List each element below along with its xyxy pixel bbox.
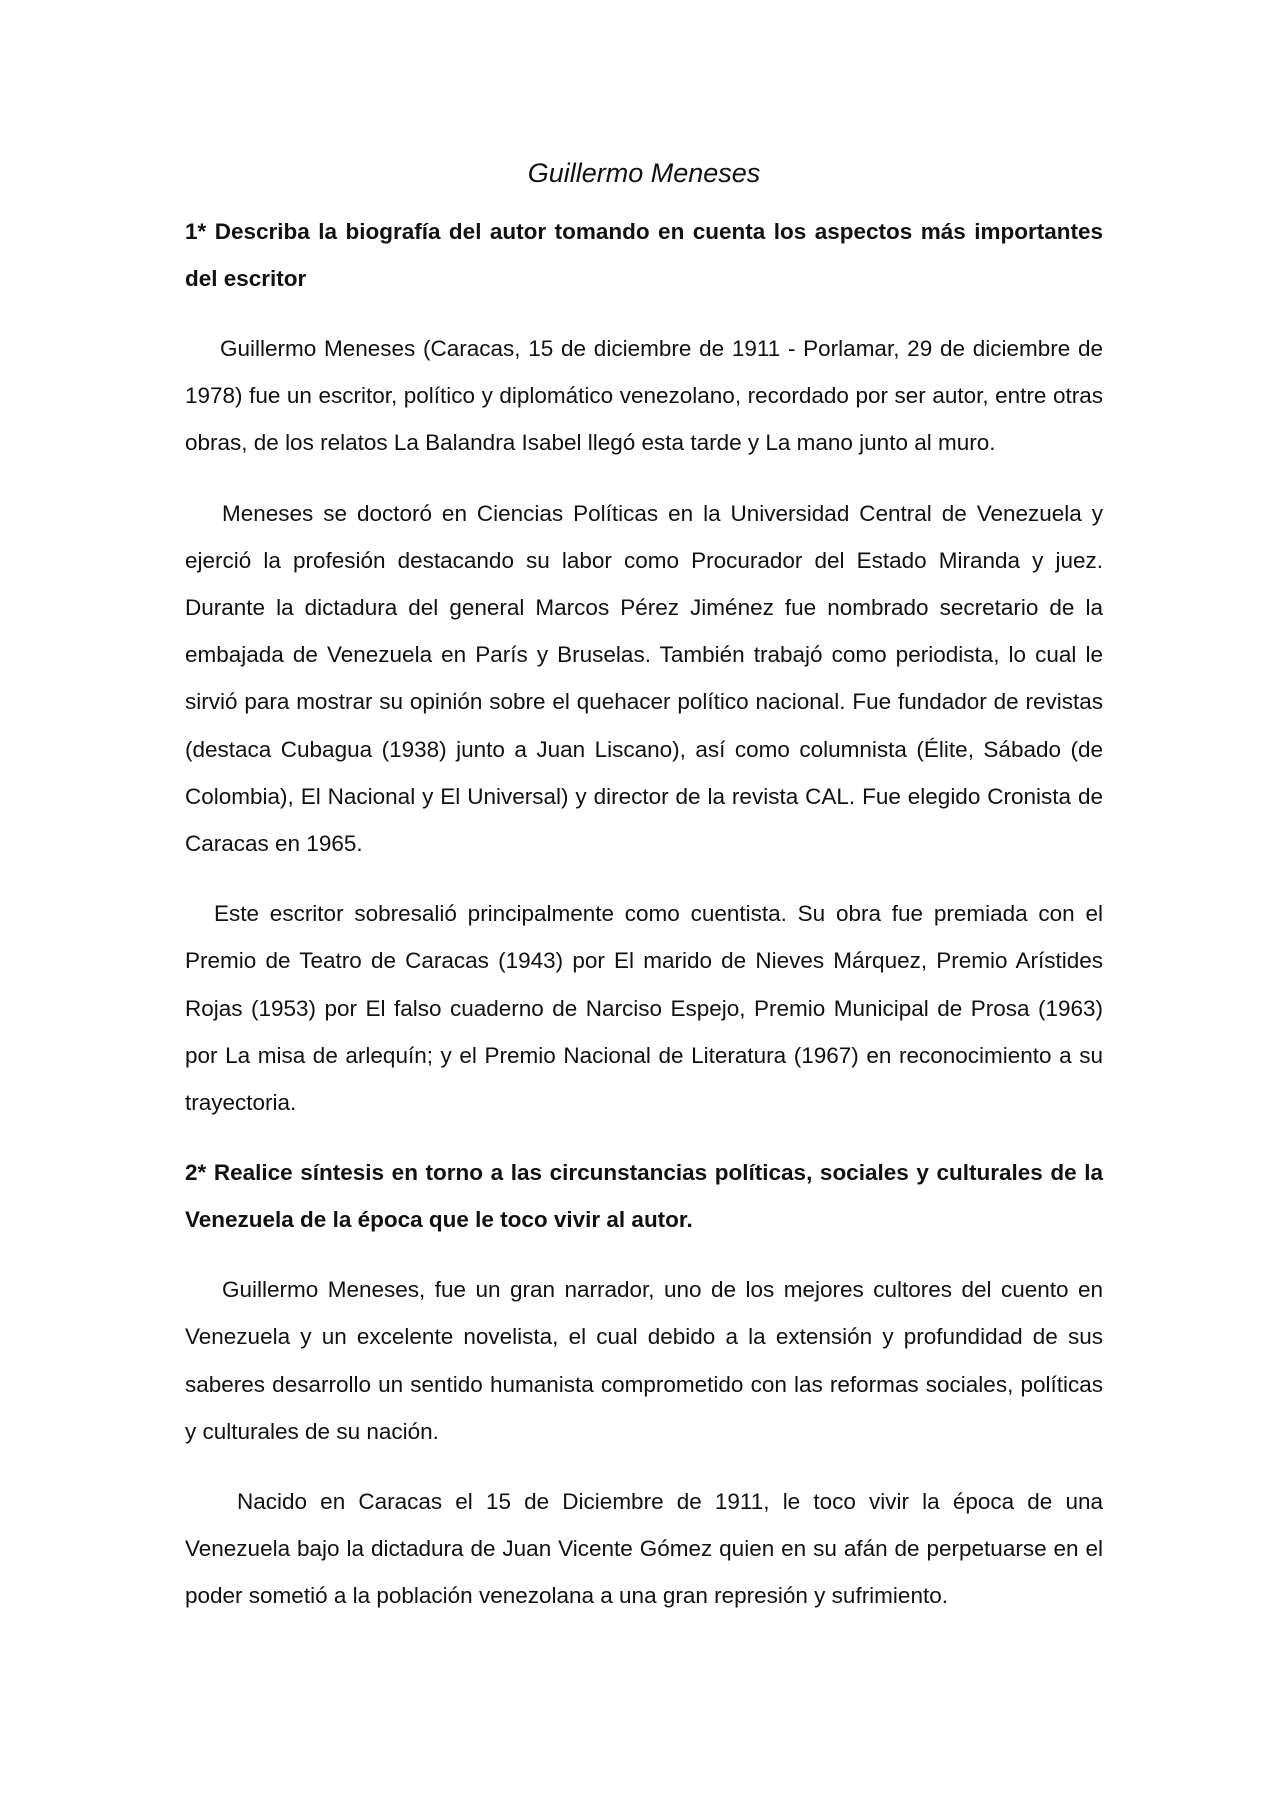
paragraph-biography-intro: Guillermo Meneses (Caracas, 15 de diciembre de 1911 - Porlamar, 29 de diciembre de 1978) fue un escritor, político y diplomático venezolano, recordado por ser autor, entre otras obras, de los relatos La Balandra Isabel llegó esta tarde y La mano junto al muro. (185, 336, 1103, 456)
question-1: 1* Describa la biografía del autor tomando en cuenta los aspectos más importantes del escritor (185, 219, 1103, 291)
question-2: 2* Realice síntesis en torno a las circunstancias políticas, sociales y culturales de la Venezuela de la época que le toco vivir al autor. (185, 1160, 1103, 1233)
paragraph-career: Meneses se doctoró en Ciencias Políticas en la Universidad Central de Venezuela y ejerció la profesión destacando su labor como Procurador del Estado Miranda y juez. Durante la dictadura del general Marcos Pérez Jiménez fue nombrado secretario de la embajada de Venezuela en París y Bruselas. También trabajó como periodista, lo cual le sirvió para mostrar su opinión sobre el quehacer político nacional. Fue fundador de revistas (destaca Cubagua (1938) junto a Juan Liscano), así como columnista (Élite, Sábado (de Colombia), El Nacional y El Universal) y director de la revista CAL. Fue elegido Cronista de Caracas en 1965. (185, 500, 1103, 857)
paragraph-context: Nacido en Caracas el 15 de Diciembre de 1911, le toco vivir la época de una Venezuela bajo la dictadura de Juan Vicente Gómez quien en su afán de perpetuarse en el poder sometió a la población venezolana a una gran represión y sufrimiento. (185, 1489, 1103, 1609)
paragraph-narrator: Guillermo Meneses, fue un gran narrador, uno de los mejores cultores del cuento en Venezuela y un excelente novelista, el cual debido a la extensión y profundidad de sus saberes desarrollo un sentido humanista comprometido con las reformas sociales, políticas y culturales de su nación. (185, 1277, 1103, 1444)
paragraph-awards: Este escritor sobresalió principalmente como cuentista. Su obra fue premiada con el Premio de Teatro de Caracas (1943) por El marido de Nieves Márquez, Premio Arístides Rojas (1953) por El falso cuaderno de Narciso Espejo, Premio Municipal de Prosa (1963) por La misa de arlequín; y el Premio Nacional de Literatura (1967) en reconocimiento a su trayectoria. (185, 901, 1103, 1116)
document-page (185, 150, 1103, 1620)
document-title: Guillermo Meneses (527, 158, 761, 188)
